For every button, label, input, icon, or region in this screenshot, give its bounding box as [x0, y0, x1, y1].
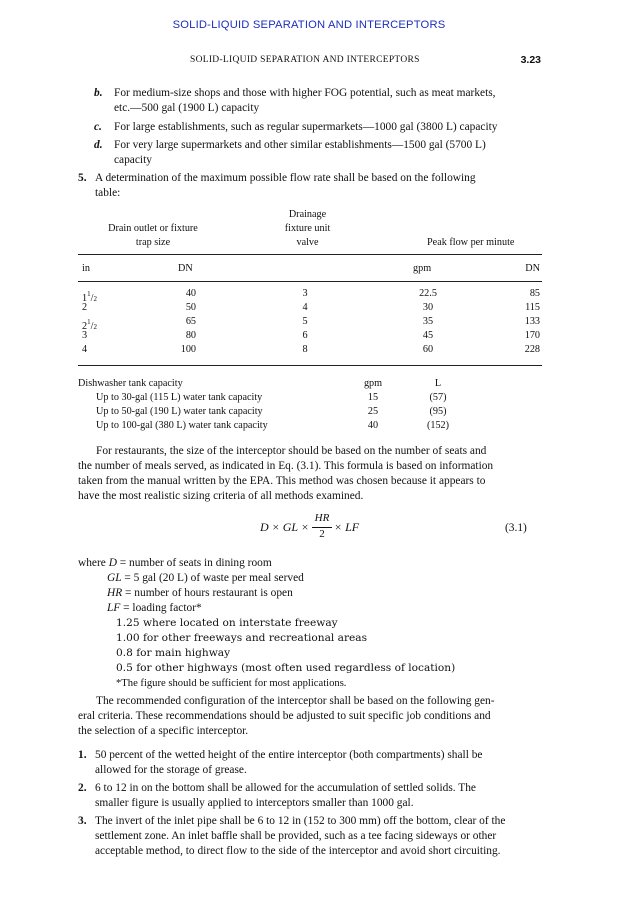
table2-cell-gpm: 25 — [367, 406, 379, 417]
item-1-text: 50 percent of the wetted height of the entire interceptor (both compartments) shall be allowed for the storage of grease. — [95, 749, 483, 776]
table-row — [78, 391, 542, 405]
item-3-label: 3. — [78, 815, 87, 827]
table2-cell-capacity: Up to 100-gal (380 L) water tank capacity — [96, 420, 268, 431]
table1-cell-in: $1^1/2$ — [82, 290, 97, 304]
table1-cell-dfu: 6 — [302, 330, 308, 341]
table2-header-l: L — [434, 378, 442, 389]
table1-rule-top — [78, 254, 542, 255]
item-5-label: 5. — [78, 172, 87, 184]
table1-rule-units — [78, 281, 542, 282]
table1-header-peak: Peak flow per minute — [427, 237, 515, 248]
table2 — [78, 377, 542, 433]
table-row — [78, 301, 542, 315]
equation-numerator: HR — [314, 512, 330, 524]
table2-cell-capacity: Up to 30-gal (115 L) water tank capacity — [96, 392, 263, 403]
item-2-label: 2. — [78, 782, 87, 794]
table2-cell-l: (152) — [426, 420, 450, 431]
table1-unit-dn: DN — [178, 263, 193, 274]
table1-cell-gpm: 22.5 — [419, 288, 437, 299]
running-head: SOLID-LIQUID SEPARATION AND INTERCEPTORS — [190, 55, 420, 65]
table1-cell-gpm: 30 — [422, 302, 434, 313]
table1-cell-dfu: 4 — [302, 302, 308, 313]
table2-header-gpm: gpm — [363, 378, 383, 389]
table2-cell-gpm: 40 — [367, 420, 379, 431]
table2-header-row — [78, 377, 542, 391]
item-1-label: 1. — [78, 749, 87, 761]
table1-cell-dfu: 3 — [302, 288, 308, 299]
table1-cell-dn: 65 — [185, 316, 196, 327]
table1-cell-in: 3 — [82, 330, 88, 341]
table1-cell-dn: 80 — [185, 330, 196, 341]
table1-header-dfu: Drainage fixture unit valve — [284, 209, 331, 248]
equation-denominator: 2 — [319, 528, 325, 540]
equation-left: D × GL × — [260, 520, 309, 534]
list-item-c-text: For large establishments, such as regular supermarkets—1000 gal (3800 L) capacity — [114, 121, 498, 133]
table1-cell-dn2: 115 — [525, 302, 540, 313]
table1-unit-in: in — [82, 263, 90, 274]
item-3-text: The invert of the inlet pipe shall be 6 to 12 in (152 to 300 mm) off the bottom, clear of the settlement zone. An inlet baffle shall be provided, such as a tee facing sideways or other acceptable method, to direct flow to the side of the interceptor and avoid short circuiting. — [95, 815, 506, 857]
table1-cell-dn: 50 — [185, 302, 196, 313]
list-item-d-text: For very large supermarkets and other similar establishments—1500 gal (5700 L) capacity — [114, 139, 486, 166]
table1-cell-dn2: 228 — [524, 344, 540, 355]
table-row — [78, 315, 542, 332]
where-block: where D = number of seats in dining room GL = 5 gal (20 L) of waste per meal served HR = number of hours restaurant is open LF = loading factor* 1.25 where located on interstate freeway 1.00 for other freeways and recreational areas 0.8 for main highway 0.5 for other highways (most often used regardless of location) *The figure should be sufficient for most applications. — [78, 557, 456, 689]
table1-cell-dfu: 5 — [302, 316, 308, 327]
table-row — [78, 405, 542, 419]
table-row — [78, 329, 542, 343]
equation — [260, 512, 410, 542]
table2-cell-l: (57) — [429, 392, 447, 403]
equation-right: × LF — [334, 520, 360, 534]
table-row — [78, 419, 542, 433]
table1-cell-in: 4 — [82, 344, 88, 355]
table1-cell-dn2: 85 — [529, 288, 540, 299]
list-item-c-label: c. — [94, 121, 102, 133]
table2-header-capacity: Dishwasher tank capacity — [78, 378, 183, 389]
table-row — [78, 343, 542, 357]
page-number: 3.23 — [520, 54, 541, 66]
table1-cell-gpm: 60 — [422, 344, 434, 355]
equation-number: (3.1) — [505, 522, 527, 534]
table1-cell-dn: 40 — [185, 288, 196, 299]
paragraph-restaurants: For restaurants, the size of the interceptor should be based on the number of seats and the number of meals served, as indicated in Eq. (3.1). This formula is based on information taken from the manual written by the EPA. This method was chosen because it appears to have the most realistic sizing criteria of all methods examined. — [78, 445, 494, 502]
table1-unit-dn2: DN — [525, 263, 540, 274]
table2-cell-gpm: 15 — [367, 392, 379, 403]
item-2-text: 6 to 12 in on the bottom shall be allowed for the accumulation of settled solids. The smaller figure is usually applied to interceptors smaller than 1000 gal. — [95, 782, 476, 809]
table1-cell-dn: 100 — [180, 344, 196, 355]
table1-unit-gpm: gpm — [413, 263, 432, 274]
table2-cell-capacity: Up to 50-gal (190 L) water tank capacity — [96, 406, 263, 417]
table1-cell-in: $2^1/2$ — [82, 318, 97, 332]
table1-body — [78, 287, 542, 357]
item-5-text: A determination of the maximum possible flow rate shall be based on the following table: — [95, 172, 476, 199]
list-item-b-text: For medium-size shops and those with higher FOG potential, such as meat markets, etc.—500 gal (1900 L) capacity — [114, 87, 496, 114]
paragraph-configuration: The recommended configuration of the interceptor shall be based on the following gen- eral criteria. These recommendations should be adjusted to suit specific job conditions and the selection of a specific interceptor. — [78, 695, 495, 737]
table1-cell-gpm: 45 — [422, 330, 434, 341]
table1-rule-bottom — [78, 365, 542, 366]
table1-cell-in: 2 — [82, 302, 88, 313]
table1-header-drain: Drain outlet or fixture trap size — [108, 223, 198, 248]
table1-cell-dfu: 8 — [302, 344, 308, 355]
list-item-b-label: b. — [94, 87, 103, 99]
table1-cell-dn2: 170 — [524, 330, 540, 341]
table-row — [78, 287, 542, 304]
banner-title: SOLID-LIQUID SEPARATION AND INTERCEPTORS — [172, 19, 446, 31]
table1-cell-dn2: 133 — [524, 316, 540, 327]
table2-cell-l: (95) — [429, 406, 447, 417]
table1-cell-gpm: 35 — [422, 316, 434, 327]
list-item-d-label: d. — [94, 139, 103, 151]
